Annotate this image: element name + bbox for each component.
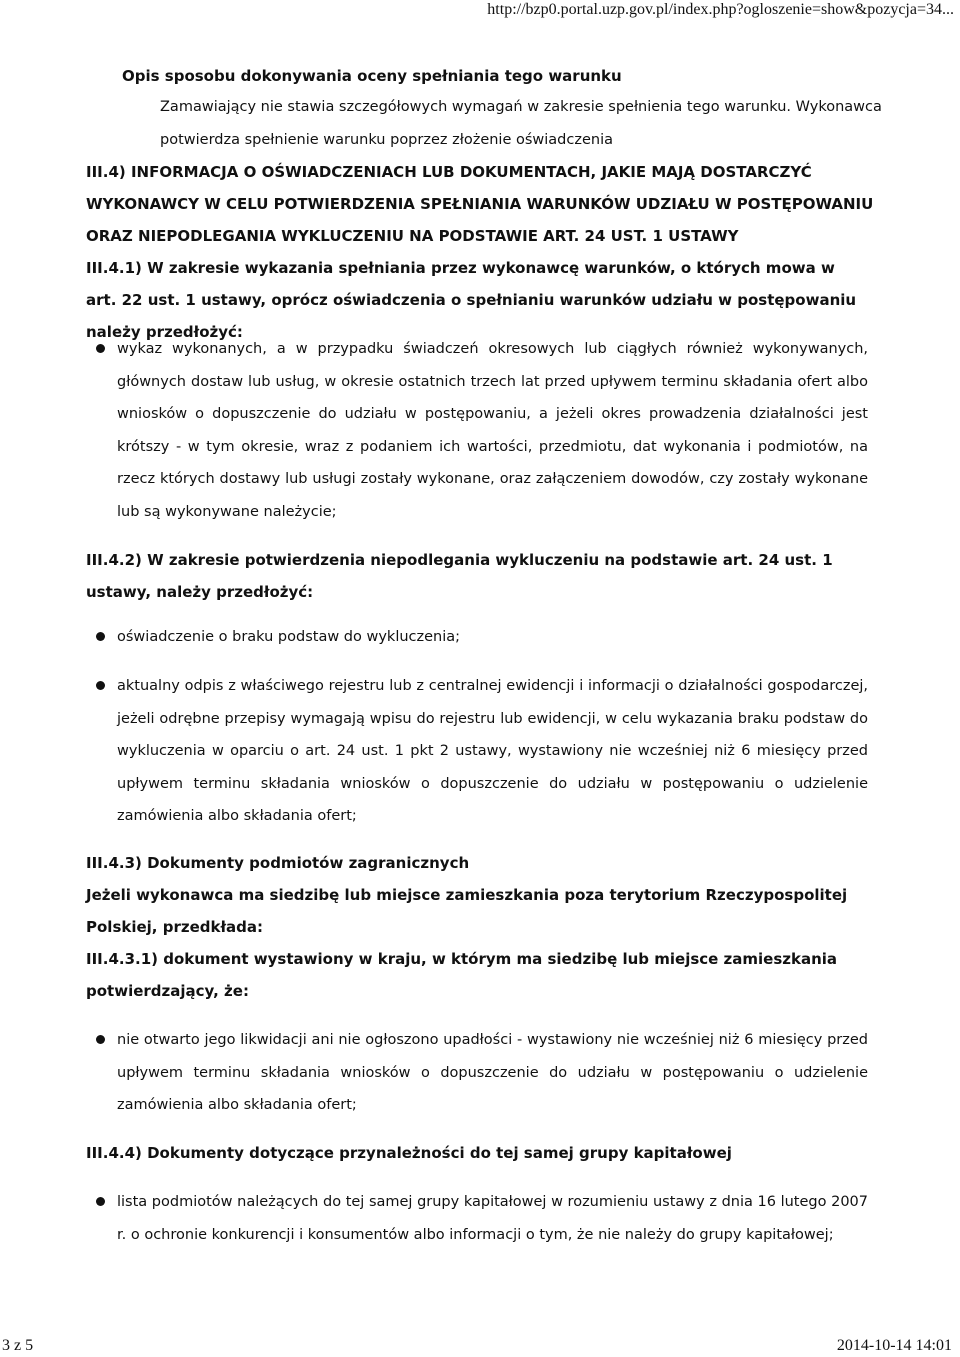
opis-title: Opis sposobu dokonywania oceny spełniania tego warunku [122,67,622,85]
bullet-text: nie otwarto jego likwidacji ani nie ogłoszono upadłości - wystawiony nie wcześniej niż 6 miesięcy przed upływem terminu składania wniosków o dopuszczenie do udziału w postępowaniu o udzielenie zamówienia albo składania ofert; [117,1032,868,1113]
bullet-dot [96,1197,105,1206]
section-iii43-title: III.4.3) Dokumenty podmiotów zagranicznych [86,854,470,872]
opis-text: Zamawiający nie stawia szczegółowych wymagań w zakresie spełnienia tego warunku. Wykonawca potwierdza spełnienie warunku poprzez złożenie oświadczenia [160,99,882,148]
section-iii431-title: III.4.3.1) dokument wystawiony w kraju, w którym ma siedzibę lub miejsce zamieszkania potwierdzający, że: [86,950,838,1000]
bullet-dot [96,344,105,353]
bullet-text: oświadczenie o braku podstaw do wykluczenia; [117,629,461,645]
bullet-text: wykaz wykonanych, a w przypadku świadczeń okresowych lub ciągłych również wykonywanych, głównych dostaw lub usług, w okresie ostatnich trzech lat przed upływem terminu składania ofert albo wniosków o dopuszczenie do udziału w postępowaniu, a jeżeli okres prowadzenia działalności jest krótszy - w tym okresie, wraz z podaniem ich wartości, przedmiotu, dat wykonania i podmiotów, na rzecz których dostawy lub usługi zostały wykonane, oraz załączeniem dowodów, czy zostały wykonane lub są wykonywane należycie; [117,341,868,520]
bullet-dot [96,1035,105,1044]
section-iii4-title: III.4) INFORMACJA O OŚWIADCZENIACH LUB DOKUMENTACH, JAKIE MAJĄ DOSTARCZYĆ WYKONAWCY W CELU POTWIERDZENIA SPEŁNIANIA WARUNKÓW UDZIAŁU W POSTĘPOWANIU ORAZ NIEPODLEGANIA WYKLUCZENIU NA PODSTAWIE ART. 24 UST. 1 USTAWY [86,163,874,245]
bullet-dot [96,681,105,690]
bullet-text: lista podmiotów należących do tej samej grupy kapitałowej w rozumieniu ustawy z dnia 16 lutego 2007 r. o ochronie konkurencji i konsumentów albo informacji o tym, że nie należy do grupy kapitałowej; [117,1194,868,1243]
page-url: http://bzp0.portal.uzp.gov.pl/index.php?ogloszenie=show&pozycja=34... [487,1,954,18]
section-iii42-title: III.4.2) W zakresie potwierdzenia niepodlegania wykluczeniu na podstawie art. 24 ust. 1 ustawy, należy przedłożyć: [86,551,833,601]
section-iii43-sub: Jeżeli wykonawca ma siedzibę lub miejsce zamieszkania poza terytorium Rzeczypospolitej Polskiej, przedkłada: [86,886,848,936]
section-iii44-title: III.4.4) Dokumenty dotyczące przynależności do tej samej grupy kapitałowej [86,1144,732,1162]
section-iii41-title: III.4.1) W zakresie wykazania spełniania przez wykonawcę warunków, o których mowa w art. 22 ust. 1 ustawy, oprócz oświadczenia o spełnianiu warunków udziału w postępowaniu należy przedłożyć: [86,259,857,341]
bullet-dot [96,632,105,641]
page-number: 3 z 5 [2,1337,34,1354]
print-datetime: 2014-10-14 14:01 [836,1337,952,1354]
bullet-text: aktualny odpis z właściwego rejestru lub z centralnej ewidencji i informacji o działalności gospodarczej, jeżeli odrębne przepisy wymagają wpisu do rejestru lub ewidencji, w celu wykazania braku podstaw do wykluczenia w oparciu o art. 24 ust. 1 pkt 2 ustawy, wystawiony nie wcześniej niż 6 miesięcy przed upływem terminu składania wniosków o dopuszczenie do udziału w postępowaniu o udzielenie zamówienia albo składania ofert; [117,678,868,824]
